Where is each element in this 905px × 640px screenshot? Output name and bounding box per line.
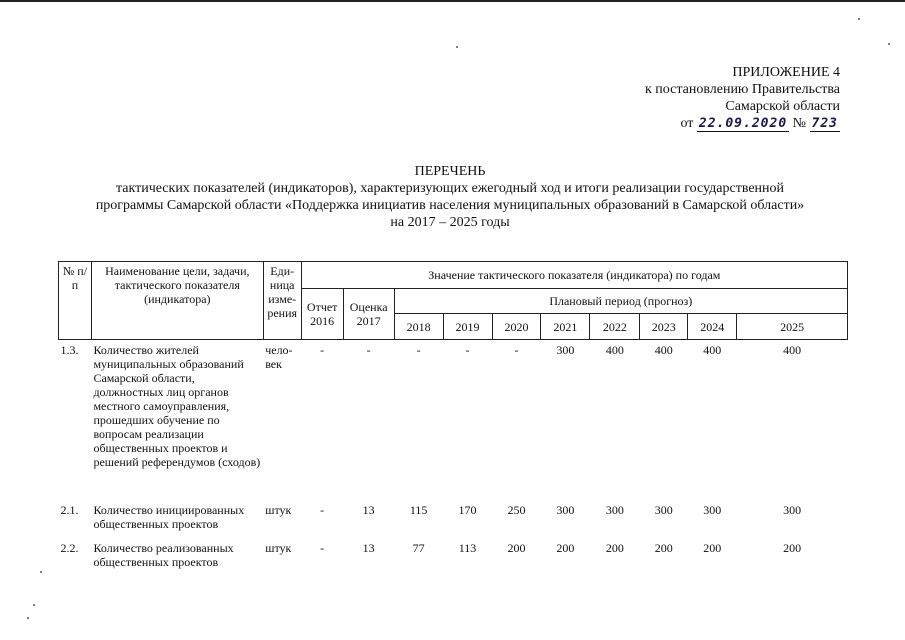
row-year-value: -: [416, 343, 421, 357]
row-num: 2.1.: [60, 503, 79, 517]
row-name: Количество реализованных общественных проектов: [93, 541, 234, 569]
row-year-value: 400: [605, 343, 624, 357]
heading-line-3: на 2017 – 2025 годы: [390, 215, 510, 230]
appendix-line-1: к постановлению Правительства: [644, 82, 840, 97]
row-name: Количество инициированных общественных проектов: [93, 503, 245, 531]
row-report: -: [320, 503, 325, 517]
row-year-value: 250: [507, 503, 526, 517]
row-estimate: -: [366, 343, 371, 357]
number-prefix: №: [792, 116, 807, 131]
scan-speck: [40, 571, 42, 573]
header-estimate: Оценка 2017: [343, 289, 394, 340]
scan-speck: [456, 46, 458, 48]
appendix-date-line: [560, 115, 840, 132]
header-unit: Еди-ница изме-рения: [263, 262, 301, 340]
date-prefix: от: [680, 116, 694, 131]
row-year-value: -: [465, 343, 470, 357]
row-year-value: 400: [654, 343, 673, 357]
appendix-line-2: Самарской области: [725, 99, 840, 114]
scan-speck: [33, 604, 35, 606]
header-report: Отчет 2016: [301, 289, 343, 340]
appendix-block: [560, 64, 840, 132]
row-report: -: [320, 541, 325, 555]
table-row: [59, 535, 848, 573]
row-year-value: 300: [783, 503, 802, 517]
row-estimate: 13: [362, 503, 375, 517]
header-year: 2018: [394, 314, 443, 340]
row-year-value: 200: [507, 541, 526, 555]
header-year: 2020: [492, 314, 541, 340]
header-year: 2019: [443, 314, 492, 340]
row-year-value: 400: [783, 343, 802, 357]
row-estimate: 13: [362, 541, 375, 555]
header-year: 2024: [688, 314, 737, 340]
row-name: Количество жителей муниципальных образований Самарской области, должностных лиц органов местного самоуправления, прошедших обучение по вопросам реализации общественных проектов и решений референдумов (сходов): [93, 343, 261, 469]
table-row: [59, 497, 848, 535]
header-num: № п/п: [59, 262, 92, 340]
row-year-value: 200: [654, 541, 673, 555]
row-year-value: -: [514, 343, 519, 357]
row-year-value: 300: [556, 343, 575, 357]
header-year: 2023: [640, 314, 688, 340]
row-year-value: 77: [412, 541, 425, 555]
row-year-value: 200: [605, 541, 624, 555]
row-year-value: 300: [556, 503, 575, 517]
indicators-table: [58, 261, 848, 573]
row-year-value: 200: [783, 541, 802, 555]
row-year-value: 170: [458, 503, 477, 517]
row-year-value: 113: [458, 541, 477, 555]
row-report: -: [320, 343, 325, 357]
heading-line-2: программы Самарской области «Поддержка инициатив населения муниципальных образований в Самарской области»: [95, 198, 805, 213]
header-plan-period: Плановый период (прогноз): [394, 289, 847, 314]
heading-line-1: тактических показателей (индикаторов), характеризующих ежегодный ход и итоги реализации государственной: [115, 181, 785, 196]
row-year-value: 300: [703, 503, 722, 517]
scan-speck: [27, 617, 29, 619]
row-year-value: 300: [654, 503, 673, 517]
row-year-value: 200: [703, 541, 722, 555]
handwritten-date: 22.09.2020: [698, 116, 788, 131]
row-year-value: 400: [703, 343, 722, 357]
scan-speck: [858, 18, 860, 20]
row-year-value: 115: [409, 503, 428, 517]
scan-speck: [888, 43, 890, 45]
row-unit: чело-век: [265, 343, 293, 371]
row-year-value: 300: [605, 503, 624, 517]
heading-title: ПЕРЕЧЕНЬ: [414, 164, 486, 179]
row-unit: штук: [265, 503, 292, 517]
header-year: 2022: [590, 314, 640, 340]
header-year: 2025: [737, 314, 848, 340]
header-name: Наименование цели, задачи, тактического показателя (индикатора): [91, 262, 263, 340]
row-unit: штук: [265, 541, 292, 555]
row-num: 2.2.: [60, 541, 79, 555]
header-year: 2021: [541, 314, 590, 340]
row-year-value: 200: [556, 541, 575, 555]
row-num: 1.3.: [60, 343, 79, 357]
document-heading: [60, 163, 840, 231]
header-values: Значение тактического показателя (индикатора) по годам: [301, 262, 847, 289]
table-row: [59, 340, 848, 498]
appendix-title: ПРИЛОЖЕНИЕ 4: [732, 65, 840, 80]
page-top-border: [0, 0, 905, 2]
handwritten-number: 723: [811, 116, 838, 131]
